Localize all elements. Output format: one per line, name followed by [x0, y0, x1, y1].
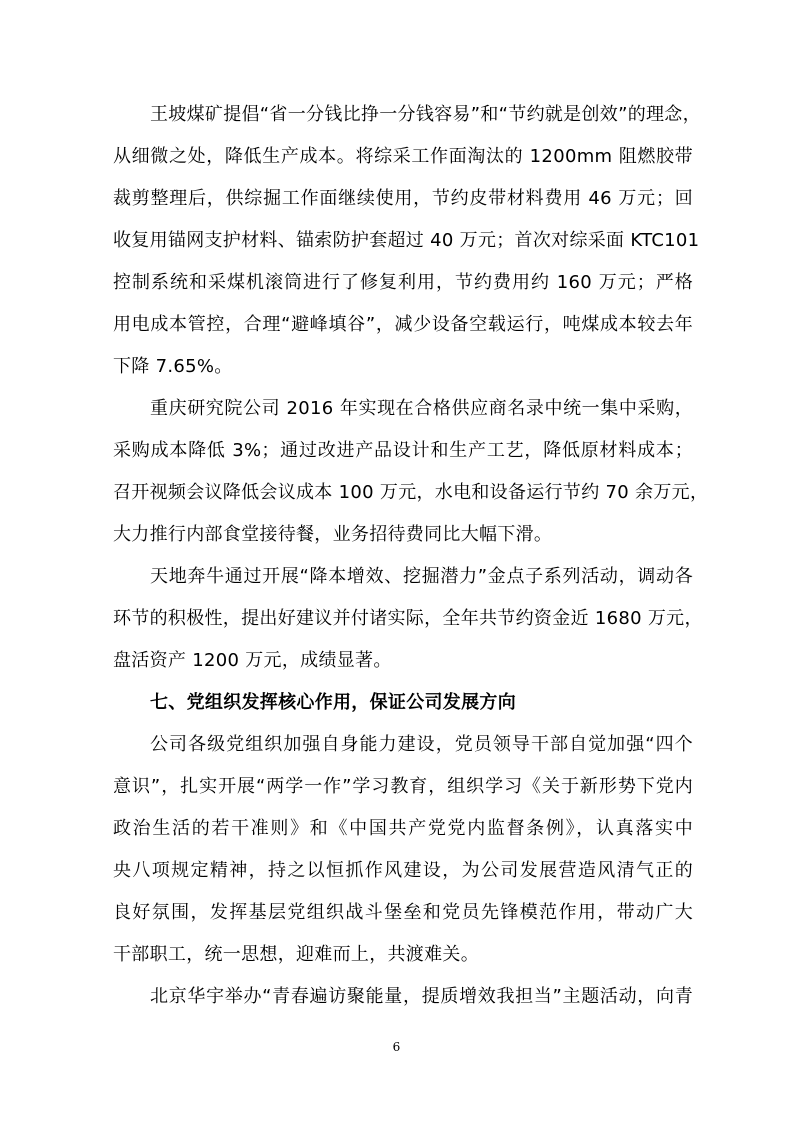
text-line: 北京华宇举办“青春遍访聚能量，提质增效我担当”主题活动，向青: [150, 986, 693, 1007]
paragraph-party-organization: [113, 724, 693, 976]
text-line: 政治生活的若干准则》和《中国共产党党内监督条例》，认真落实中: [113, 818, 693, 839]
section-heading-text: 七、党组织发挥核心作用，保证公司发展方向: [150, 692, 516, 713]
text-line: 盘活资产 1200 万元，成绩显著。: [113, 650, 392, 671]
paragraph-beijing-huayu: [113, 976, 693, 1018]
text-line: 控制系统和采煤机滚筒进行了修复利用，节约费用约 160 万元；严格: [113, 272, 693, 293]
text-line: 大力推行内部食堂接待餐，业务招待费同比大幅下滑。: [113, 524, 553, 545]
text-line: 重庆研究院公司 2016 年实现在合格供应商名录中统一集中采购，: [150, 398, 693, 419]
text-line: 收复用锚网支护材料、锚索防护套超过 40 万元；首次对综采面 KTC101: [113, 230, 700, 251]
paragraph-chongqing-institute: [113, 388, 709, 556]
text-line: 王坡煤矿提倡“省一分钱比挣一分钱容易”和“节约就是创效”的理念，: [150, 104, 701, 125]
text-line: 干部职工，统一思想，迎难而上，共渡难关。: [113, 944, 479, 965]
paragraph-wangpo-coal-mine: [113, 94, 701, 388]
page-number: 6: [392, 1040, 401, 1054]
text-line: 下降 7.65%。: [113, 356, 233, 377]
text-line: 环节的积极性，提出好建议并付诸实际，全年共节约资金近 1680 万元，: [113, 608, 703, 629]
text-line: 意识”，扎实开展“两学一作”学习教育，组织学习《关于新形势下党内: [113, 776, 693, 797]
text-line: 良好氛围，发挥基层党组织战斗堡垒和党员先锋模范作用，带动广大: [113, 902, 693, 923]
text-line: 用电成本管控，合理“避峰填谷”，减少设备空载运行，吨煤成本较去年: [113, 314, 693, 335]
text-line: 裁剪整理后，供综掘工作面继续使用，节约皮带材料费用 46 万元；回: [113, 188, 693, 209]
document-body: [113, 94, 709, 1018]
text-line: 天地奔牛通过开展“降本增效、挖掘潜力”金点子系列活动，调动各: [150, 566, 693, 587]
text-line: 公司各级党组织加强自身能力建设，党员领导干部自觉加强“四个: [150, 734, 693, 755]
text-line: 从细微之处，降低生产成本。将综采工作面淘汰的 1200mm 阻燃胶带: [113, 146, 693, 167]
text-line: 召开视频会议降低会议成本 100 万元，水电和设备运行节约 70 余万元，: [113, 482, 709, 503]
paragraph-tiandi-benniu: [113, 556, 703, 682]
text-line: 央八项规定精神，持之以恒抓作风建设，为公司发展营造风清气正的: [113, 860, 693, 881]
text-line: 采购成本降低 3%；通过改进产品设计和生产工艺，降低原材料成本；: [113, 440, 693, 461]
section-heading: [113, 682, 693, 724]
